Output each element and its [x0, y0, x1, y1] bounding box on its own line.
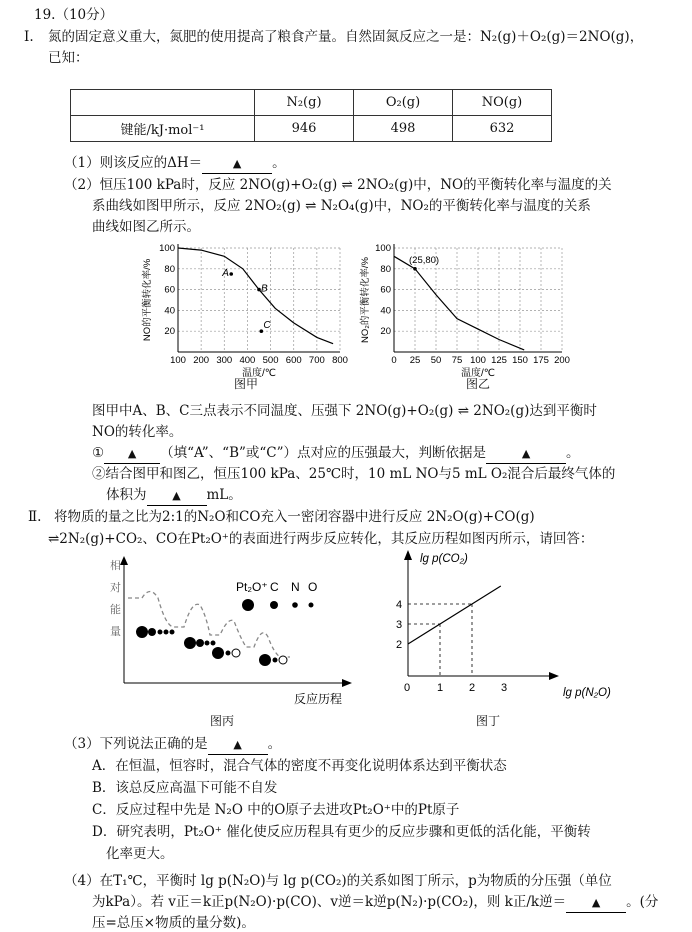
- sub1-marker: ①: [92, 445, 105, 461]
- fig-c-caption: 图丙: [210, 714, 235, 728]
- fig-c-energy-path: [128, 592, 290, 658]
- q4-line2: [92, 893, 658, 913]
- table-header-no: NO(g): [453, 90, 552, 116]
- legend-o-icon: [309, 603, 314, 608]
- fig-c-molecule-4: [259, 654, 287, 666]
- x-tick-label: 200: [554, 355, 570, 366]
- x-tick-label: 500: [262, 355, 279, 366]
- x-tick-label: 25: [409, 355, 421, 366]
- y-tick-label: 60: [164, 284, 175, 296]
- legend-pt2o-icon: [242, 599, 254, 611]
- point-label-b: B: [261, 283, 268, 295]
- answer-blank-q1[interactable]: [202, 154, 272, 174]
- y-axis-label: lg p(CO₂): [420, 553, 468, 565]
- part2-intro-2: ⇌2N₂(g)+CO₂、CO在Pt₂O⁺的表面进行两步反应转化，其反应历程如图丙所示，请回答：: [48, 531, 594, 547]
- fig-d-caption: 图丁: [476, 714, 501, 728]
- y-tick-label: 20: [164, 326, 175, 338]
- fig-c-ylabel-4: 量: [110, 626, 121, 638]
- x-tick-label: 200: [193, 355, 210, 366]
- figure-d: [380, 548, 640, 708]
- x-axis-label: 温度/℃: [460, 368, 496, 379]
- chart-a-caption: 图甲: [234, 377, 259, 391]
- blank-mark: ▲: [232, 157, 242, 170]
- point-a: [229, 272, 233, 276]
- legend-c: C: [270, 580, 279, 594]
- part1-intro: 氮的固定意义重大，氮肥的使用提高了粮食产量。自然固氮反应之一是：N₂(g)＋O₂(g)＝2NO(g)，: [48, 29, 644, 45]
- fig-c-ylabel-3: 能: [110, 604, 121, 616]
- x-axis-label: 温度/℃: [241, 368, 277, 379]
- point-label-a: A: [222, 268, 229, 279]
- fig-c-ylabel-2: 对: [110, 582, 121, 594]
- series-line: [408, 586, 501, 644]
- y-tick-label: 20: [380, 326, 391, 338]
- q3-end: 。: [267, 736, 282, 752]
- sub1-line: [92, 444, 580, 464]
- fig-c-xlabel: 反应历程: [294, 692, 343, 706]
- option-d-cont: 化率更大。: [106, 846, 174, 862]
- x-axis-label: lg p(N₂O): [563, 687, 611, 699]
- fig-c-molecule-3: [212, 647, 240, 659]
- q2-line1: （2）恒压100 kPa时，反应 2NO(g)+O₂(g) ⇌ 2NO₂(g)中，NO的平衡转化率与温度的关: [64, 177, 612, 193]
- answer-blank-q3[interactable]: [208, 735, 268, 755]
- y-tick-label: 40: [164, 305, 175, 317]
- fig-c-molecule-2: [184, 637, 216, 649]
- table-cell-no: 632: [453, 116, 552, 142]
- q2-line3: 曲线如图乙所示。: [92, 219, 200, 235]
- chart-b-caption: 图乙: [466, 377, 491, 391]
- x-tick-label: 700: [308, 355, 325, 366]
- q4-text: 为kPa）。若 v正＝k正p(N₂O)·p(CO)、v逆＝k逆p(N₂)·p(CO₂)，则 k正/k逆＝: [92, 894, 567, 910]
- answer-blank-q4[interactable]: [566, 893, 626, 913]
- y-tick-label: 60: [380, 284, 391, 296]
- option-b: B．该总反应高温下可能不自发: [92, 780, 278, 796]
- q1-text: [64, 154, 286, 174]
- figure-c-energy-profile: [110, 555, 370, 715]
- series-line: [394, 256, 524, 350]
- fig-c-x-arrow: [342, 679, 352, 687]
- part1-label: Ⅰ.: [24, 29, 34, 45]
- after-charts-line2: NO的转化率。: [92, 424, 183, 440]
- chart-b: [358, 240, 568, 390]
- legend-c-icon: [270, 601, 278, 609]
- x-tick-label: 400: [239, 355, 256, 366]
- sub2-line2: [106, 486, 242, 506]
- fig-c-y-arrow: [120, 556, 128, 565]
- y-axis-arrow: [404, 550, 412, 560]
- x-axis-arrow: [549, 672, 559, 680]
- x-tick-label: 600: [285, 355, 302, 366]
- y-tick-label: 3: [396, 619, 403, 631]
- option-a: A．在恒温，恒容时，混合气体的密度不再变化说明体系达到平衡状态: [92, 758, 507, 774]
- x-tick-label: 75: [451, 355, 463, 366]
- x-tick-label: 100: [170, 355, 186, 366]
- y-tick-label: 80: [164, 263, 175, 275]
- y-tick-label: 40: [380, 305, 391, 317]
- x-tick-label: 3: [501, 682, 508, 694]
- x-tick-label: 300: [216, 355, 233, 366]
- table-row-label: 键能/kJ·mol⁻¹: [71, 116, 255, 142]
- sub1-end: 。: [566, 445, 580, 461]
- sub1-text: （填“A”、“B”或“C”）点对应的压强最大，判断依据是: [160, 445, 487, 461]
- x-tick-label: 800: [332, 355, 348, 366]
- chart-a: [140, 240, 350, 390]
- bond-energy-table: [70, 89, 552, 142]
- x-tick-label: 125: [491, 355, 507, 366]
- q4-line3: 压=总压×物质的量分数)。: [92, 915, 255, 931]
- point-label-c: C: [263, 320, 271, 332]
- y-tick-label: 100: [375, 243, 391, 254]
- q2-line2: 系曲线如图甲所示，反应 2NO₂(g) ⇌ N₂O₄(g)中，NO₂的平衡转化率与温度的关系: [92, 198, 591, 214]
- y-axis-label: NO₂的平衡转化率/%: [360, 256, 371, 344]
- sub2-line1: ②结合图甲和图乙，恒压100 kPa、25℃时，10 mL NO与5 mL O₂混合后最终气体的: [92, 466, 616, 482]
- table-cell-o2: 498: [354, 116, 453, 142]
- y-tick-label: 2: [396, 639, 403, 651]
- answer-blank-sub1a[interactable]: [104, 444, 160, 464]
- after-charts-line1: 图甲中A、B、C三点表示不同温度、压强下 2NO(g)+O₂(g) ⇌ 2NO₂(g)达到平衡时: [92, 403, 597, 419]
- q3-line: [64, 735, 281, 755]
- x-tick-label: 0: [404, 682, 411, 694]
- answer-blank-sub1b[interactable]: [486, 444, 566, 464]
- question-number: 19.（10分）: [34, 7, 114, 23]
- part1-intro-2: 已知：: [48, 50, 89, 66]
- blank-mark: ▲: [591, 896, 601, 909]
- fig-c-ylabel-1: 相: [110, 560, 121, 572]
- blank-mark: ▲: [233, 738, 242, 751]
- q1-label: （1）则该反应的ΔH＝: [64, 155, 203, 171]
- x-tick-label: 150: [512, 355, 528, 366]
- q3-text: （3）下列说法正确的是: [64, 736, 208, 752]
- q1-end: 。: [272, 155, 286, 171]
- option-d: D．研究表明，Pt₂O⁺ 催化使反应历程具有更少的反应步骤和更低的活化能，平衡转: [92, 824, 591, 840]
- legend-n-icon: [292, 602, 298, 608]
- table-header-n2: N₂(g): [255, 90, 354, 116]
- option-c: C．反应过程中先是 N₂O 中的O原子去进攻Pt₂O⁺中的Pt原子: [92, 802, 460, 818]
- sub2-unit: mL。: [206, 487, 242, 503]
- x-tick-label: 1: [437, 682, 444, 694]
- y-axis-label: NO的平衡转化率/%: [142, 258, 153, 342]
- blank-mark: ▲: [521, 447, 531, 460]
- legend-pt2o: Pt₂O⁺: [236, 580, 268, 594]
- blank-mark: ▲: [172, 489, 181, 502]
- annotation-label: (25,80): [409, 254, 440, 266]
- sub2-prefix: 体积为: [106, 487, 147, 503]
- legend-o: O: [308, 580, 318, 594]
- point-25-80: [413, 267, 417, 271]
- table-cell-n2: 946: [255, 116, 354, 142]
- legend-n: N: [291, 580, 300, 594]
- y-tick-label: 4: [396, 599, 403, 611]
- y-tick-label: 80: [380, 263, 391, 275]
- answer-blank-sub2[interactable]: [147, 486, 207, 506]
- part2-label: Ⅱ.: [28, 509, 42, 525]
- x-tick-label: 0: [391, 355, 397, 366]
- q4-line1: （4）在T₁℃，平衡时 lg p(N₂O)与 lg p(CO₂)的关系如图丁所示，p为物质的分压强（单位: [64, 873, 612, 889]
- table-header-empty: [71, 90, 255, 116]
- blank-mark: ▲: [127, 447, 137, 460]
- y-tick-label: 100: [159, 243, 175, 254]
- q4-end: 。(分: [626, 894, 659, 910]
- x-tick-label: 2: [469, 682, 476, 694]
- part2-intro: 将物质的量之比为2:1的N₂O和CO充入一密闭容器中进行反应 2N₂O(g)+CO(g): [54, 509, 535, 525]
- x-tick-label: 100: [470, 355, 486, 366]
- fig-c-molecule-1: [136, 626, 175, 638]
- x-tick-label: 50: [430, 355, 442, 366]
- x-tick-label: 175: [533, 355, 549, 366]
- table-header-o2: O₂(g): [354, 90, 453, 116]
